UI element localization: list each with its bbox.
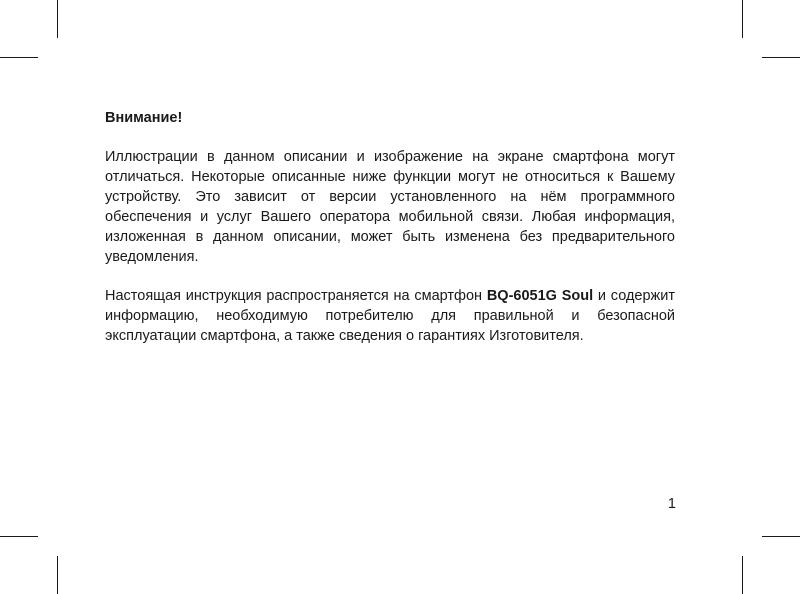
- model-name: BQ-6051G Soul: [486, 288, 594, 304]
- page-number: 1: [667, 496, 676, 512]
- crop-mark-top-left-vertical: [57, 0, 58, 38]
- crop-mark-top-left-horizontal: [0, 57, 38, 58]
- crop-mark-bottom-left-horizontal: [0, 536, 38, 537]
- scope-paragraph: [105, 286, 675, 346]
- crop-mark-top-right-vertical: [742, 0, 743, 38]
- crop-mark-bottom-left-vertical: [57, 556, 58, 594]
- crop-mark-top-right-horizontal: [762, 57, 800, 58]
- illustration-disclaimer-paragraph: Иллюстрации в данном описании и изображение на экране смартфона могут отличаться. Некоторые описанные ниже функции могут не относиться к Вашему устройству. Это зависит от версии установленного на нём программного обеспечения и услуг Вашего оператора мобильной связи. Любая информация, изложенная в данном описании, может быть изменена без предварительного уведомления.: [105, 149, 675, 265]
- crop-mark-bottom-right-vertical: [742, 556, 743, 594]
- warning-heading: Внимание!: [105, 110, 183, 126]
- scope-text-after: и содержит информацию, необходимую потребителю для правильной и безопасной эксплуатации смартфона, а также сведения о гарантиях Изготовителя.: [105, 288, 675, 344]
- crop-mark-bottom-right-horizontal: [762, 536, 800, 537]
- scope-text-before: Настоящая инструкция распространяется на смартфон: [105, 288, 487, 304]
- page-content: [105, 108, 675, 365]
